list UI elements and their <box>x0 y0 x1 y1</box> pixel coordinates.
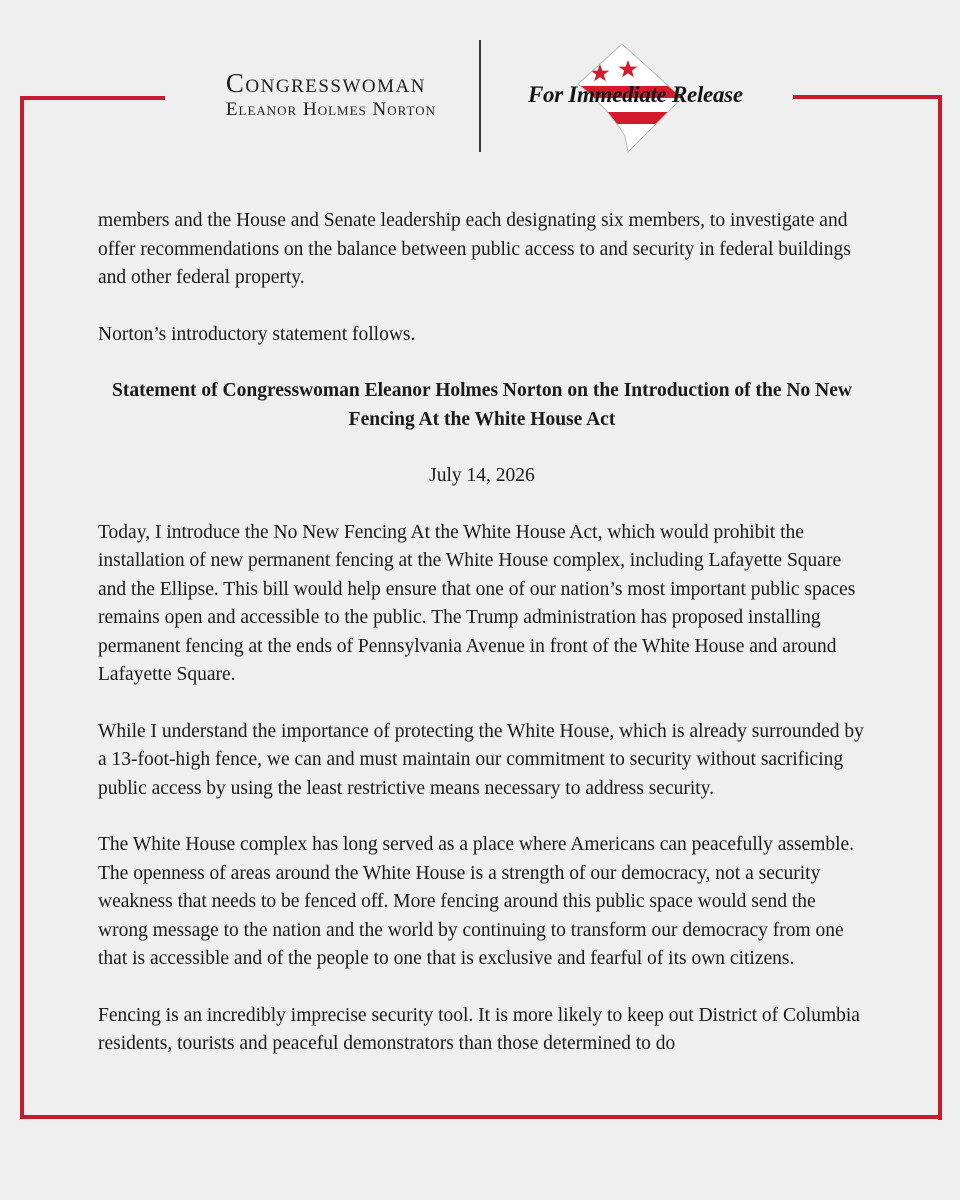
statement-date: July 14, 2026 <box>429 465 535 486</box>
header-divider <box>479 40 481 152</box>
paragraph-4: Fencing is an incredibly imprecise security tool. It is more likely to keep out District of Columbia residents, tourists and peaceful demonstrators than those determined to do <box>98 1004 860 1054</box>
frame-bottom <box>20 1115 942 1119</box>
press-release-body <box>98 207 866 1087</box>
frame-top-right <box>793 95 942 99</box>
follow-line: Norton’s introductory statement follows. <box>98 323 416 345</box>
office-title-line2: Eleanor Holmes Norton <box>225 99 436 120</box>
frame-top-left <box>20 96 165 100</box>
office-title-line1: Congresswoman <box>225 68 426 98</box>
frame-right <box>938 95 942 1120</box>
paragraph-1: Today, I introduce the No New Fencing At the White House Act, which would prohibit the installation of new permanent fencing at the White House complex, including Lafayette Square and the Ellipse. This bill would help ensure that one of our nation’s most important public spaces remains open and accessible to the public. The Trump administration has proposed installing permanent fencing at the ends of Pennsylvania Avenue in front of the White House and around Lafayette Square. <box>98 521 856 685</box>
paragraph-2: While I understand the importance of protecting the White House, which is already surrounded by a 13-foot-high fence, we can and must maintain our commitment to security without sacrificing public access by using the least restrictive means necessary to address security. <box>98 720 864 799</box>
intro-paragraph: members and the House and Senate leadership each designating six members, to investigate and offer recommendations on the balance between public access to and security in federal buildings and other federal property. <box>98 210 851 288</box>
frame-left <box>20 96 24 1118</box>
statement-title: Statement of Congresswoman Eleanor Holmes Norton on the Introduction of the No New Fencing At the White House Act <box>112 380 852 430</box>
release-label: For Immediate Release <box>528 82 743 107</box>
office-title <box>226 69 436 121</box>
paragraph-3: The White House complex has long served as a place where Americans can peacefully assemble. The openness of areas around the White House is a strength of our democracy, not a security weakness that needs to be fenced off. More fencing around this public space would send the wrong message to the nation and the world by continuing to transform our democracy from one that is accessible and of the people to one that is exclusive and fearful of its own citizens. <box>98 834 855 969</box>
